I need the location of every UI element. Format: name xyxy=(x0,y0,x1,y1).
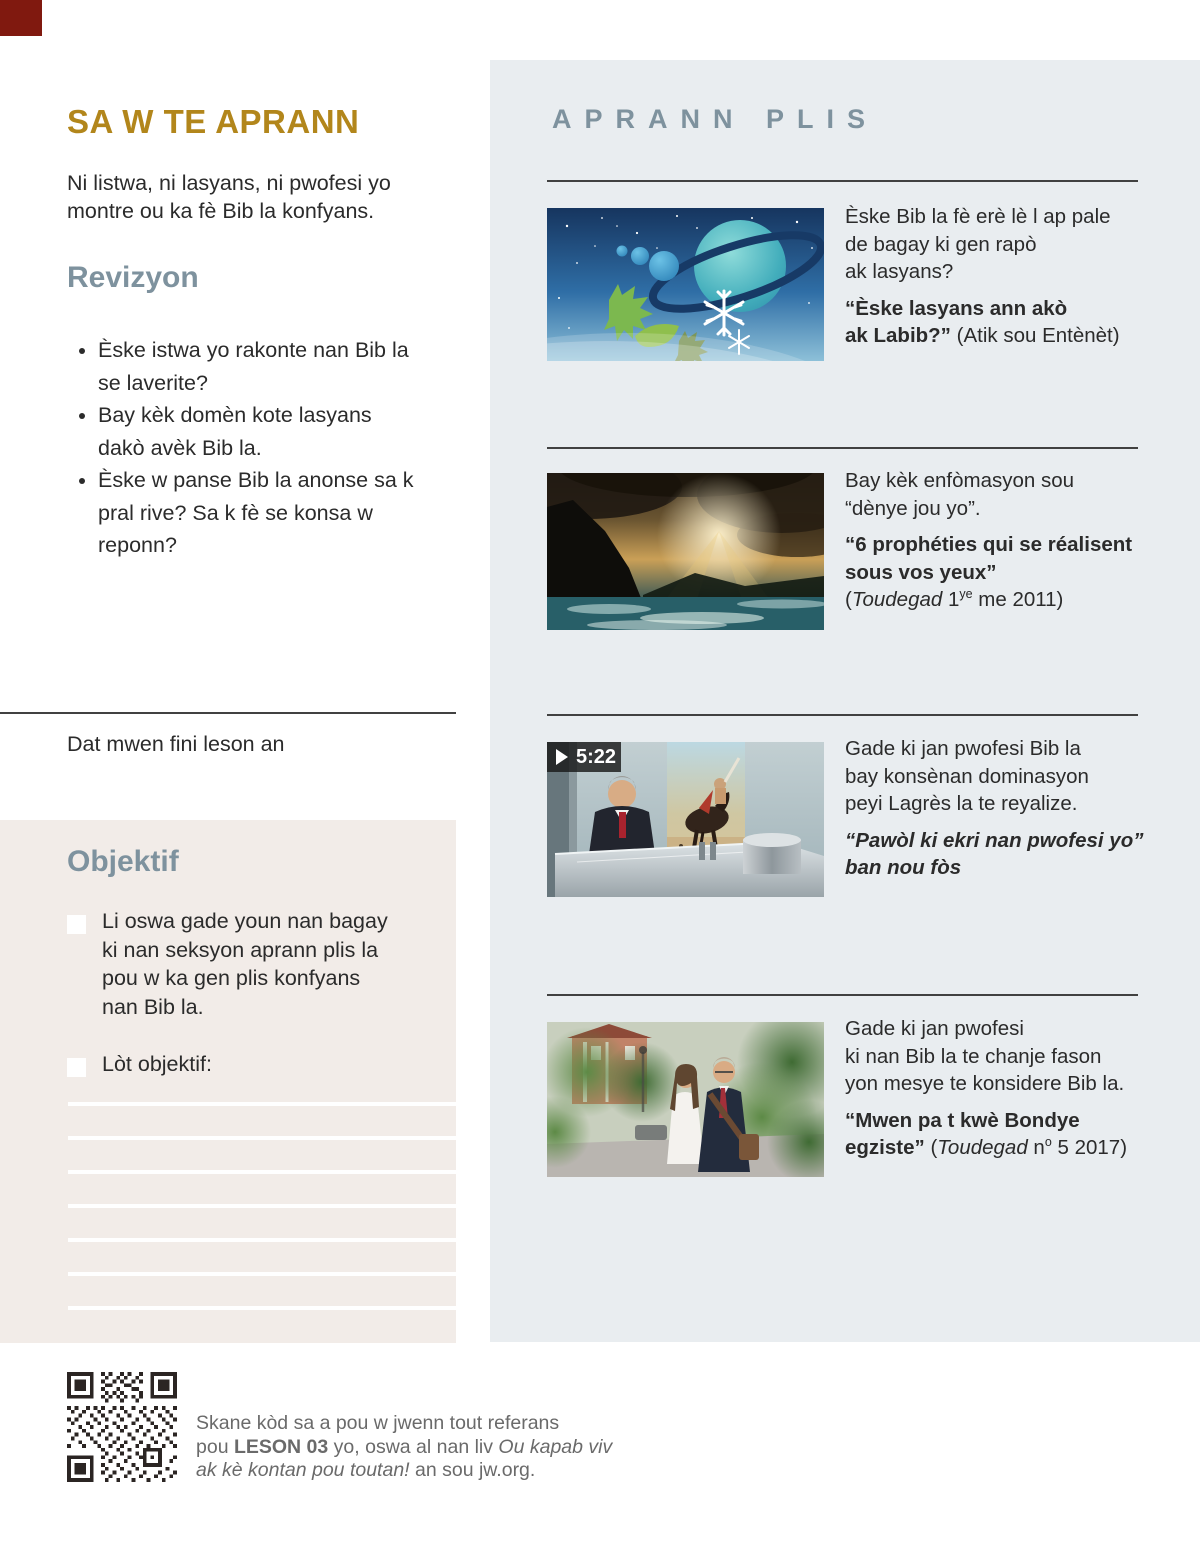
completion-date-label: Dat mwen fini leson an xyxy=(67,732,285,756)
publication-title-link[interactable]: “Èske lasyans ann akò ak Labib?” (Atik sou Entènèt) xyxy=(845,296,1120,347)
item-divider xyxy=(547,994,1138,996)
writing-line xyxy=(68,1272,456,1276)
publication-reference: (Toudegad $n^o$ 5 2017) xyxy=(924,1135,1128,1159)
qr-caption-line: pou LESON 03 yo, oswa al nan liv Ou kapab viv xyxy=(196,1435,613,1458)
video-title-link[interactable]: “Pawòl ki ekri nan pwofesi yo” ban nou fòs xyxy=(845,828,1144,879)
section-corner-marker xyxy=(0,0,42,36)
divider-rule xyxy=(0,712,456,714)
writing-line xyxy=(68,1306,456,1310)
qr-caption xyxy=(196,1412,616,1483)
writing-line xyxy=(68,1102,456,1106)
review-question: • Bay kèk domèn kote lasyans dakò avèk Bib la. xyxy=(98,399,414,464)
item-divider xyxy=(547,714,1138,716)
writing-line xyxy=(68,1204,456,1208)
item-description: Gade ki jan pwofesi Bib la bay konsènan dominasyon peyi Lagrès la te reyalize. “Pawòl ki ekri nan pwofesi yo” ban nou fòs xyxy=(845,735,1153,882)
item-divider xyxy=(547,447,1138,449)
review-question: • Èske istwa yo rakonte nan Bib la se laverite? xyxy=(98,334,414,399)
other-objective-label: Lòt objektif: xyxy=(102,1052,212,1076)
lesson-summary xyxy=(67,169,391,225)
storm-sea-photo xyxy=(547,473,824,630)
writing-line xyxy=(68,1238,456,1242)
other-objective-checkbox[interactable] xyxy=(67,1058,86,1077)
science-planet-illustration xyxy=(547,208,824,361)
item-description: Bay kèk enfòmasyon sou “dènye jou yo”. “6 prophéties qui se réalisent sous vos yeux” (Toudegad $1^{ye}$ me 2011) xyxy=(845,467,1153,614)
qr-caption-line: Skane kòd sa a pou w jwenn tout referans xyxy=(196,1412,560,1434)
objektif-box xyxy=(0,820,456,1343)
review-section-title: Revizyon xyxy=(67,261,199,294)
aprann-plis-title: APRANN PLIS xyxy=(552,104,879,134)
publication-title-link[interactable]: “Mwen pa t kwè Bondye egziste” (Toudegad $n^o$ 5 2017) xyxy=(845,1108,1128,1159)
item-description: Èske Bib la fè erè lè l ap pale de bagay ki gen rapò ak lasyans? “Èske lasyans ann akò ak Labib?” (Atik sou Entènèt) xyxy=(845,203,1153,350)
publication-title-link[interactable]: “6 prophéties qui se réalisent sous vos yeux” (Toudegad $1^{ye}$ me 2011) xyxy=(845,531,1153,614)
play-icon xyxy=(556,749,568,765)
video-duration: 5:22 xyxy=(576,746,617,768)
objective-text: Li oswa gade youn nan bagay ki nan seksyon aprann plis la pou w ka gen plis konfyans nan Bib la. xyxy=(102,909,388,1019)
item-divider xyxy=(547,180,1138,182)
broadcast-video-thumbnail[interactable] xyxy=(547,742,824,897)
objective-checkbox[interactable] xyxy=(67,915,86,934)
writing-line xyxy=(68,1170,456,1174)
video-duration-badge xyxy=(547,742,621,772)
couple-walking-photo xyxy=(547,1022,824,1177)
summary-line: montre ou ka fè Bib la konfyans. xyxy=(67,199,375,223)
summary-line: Ni listwa, ni lasyans, ni pwofesi yo xyxy=(67,171,391,195)
review-question: • Èske w panse Bib la anonse sa k pral rive? Sa k fè se konsa w reponn? xyxy=(98,464,414,562)
review-question-list xyxy=(67,334,414,562)
writing-line xyxy=(68,1136,456,1140)
page-title: SA W TE APRANN xyxy=(67,103,360,140)
item-description: Gade ki jan pwofesi ki nan Bib la te chanje fason yon mesye te konsidere Bib la. “Mwen pa t kwè Bondye egziste” (Toudegad $n^o$ 5 2017) xyxy=(845,1015,1153,1162)
qr-caption-line: ak kè kontan pou toutan! an sou jw.org. xyxy=(196,1459,536,1481)
objektif-title: Objektif xyxy=(67,845,179,878)
qr-code xyxy=(67,1372,177,1482)
publication-reference: (Toudegad $1^{ye}$ me 2011) xyxy=(845,587,1064,611)
